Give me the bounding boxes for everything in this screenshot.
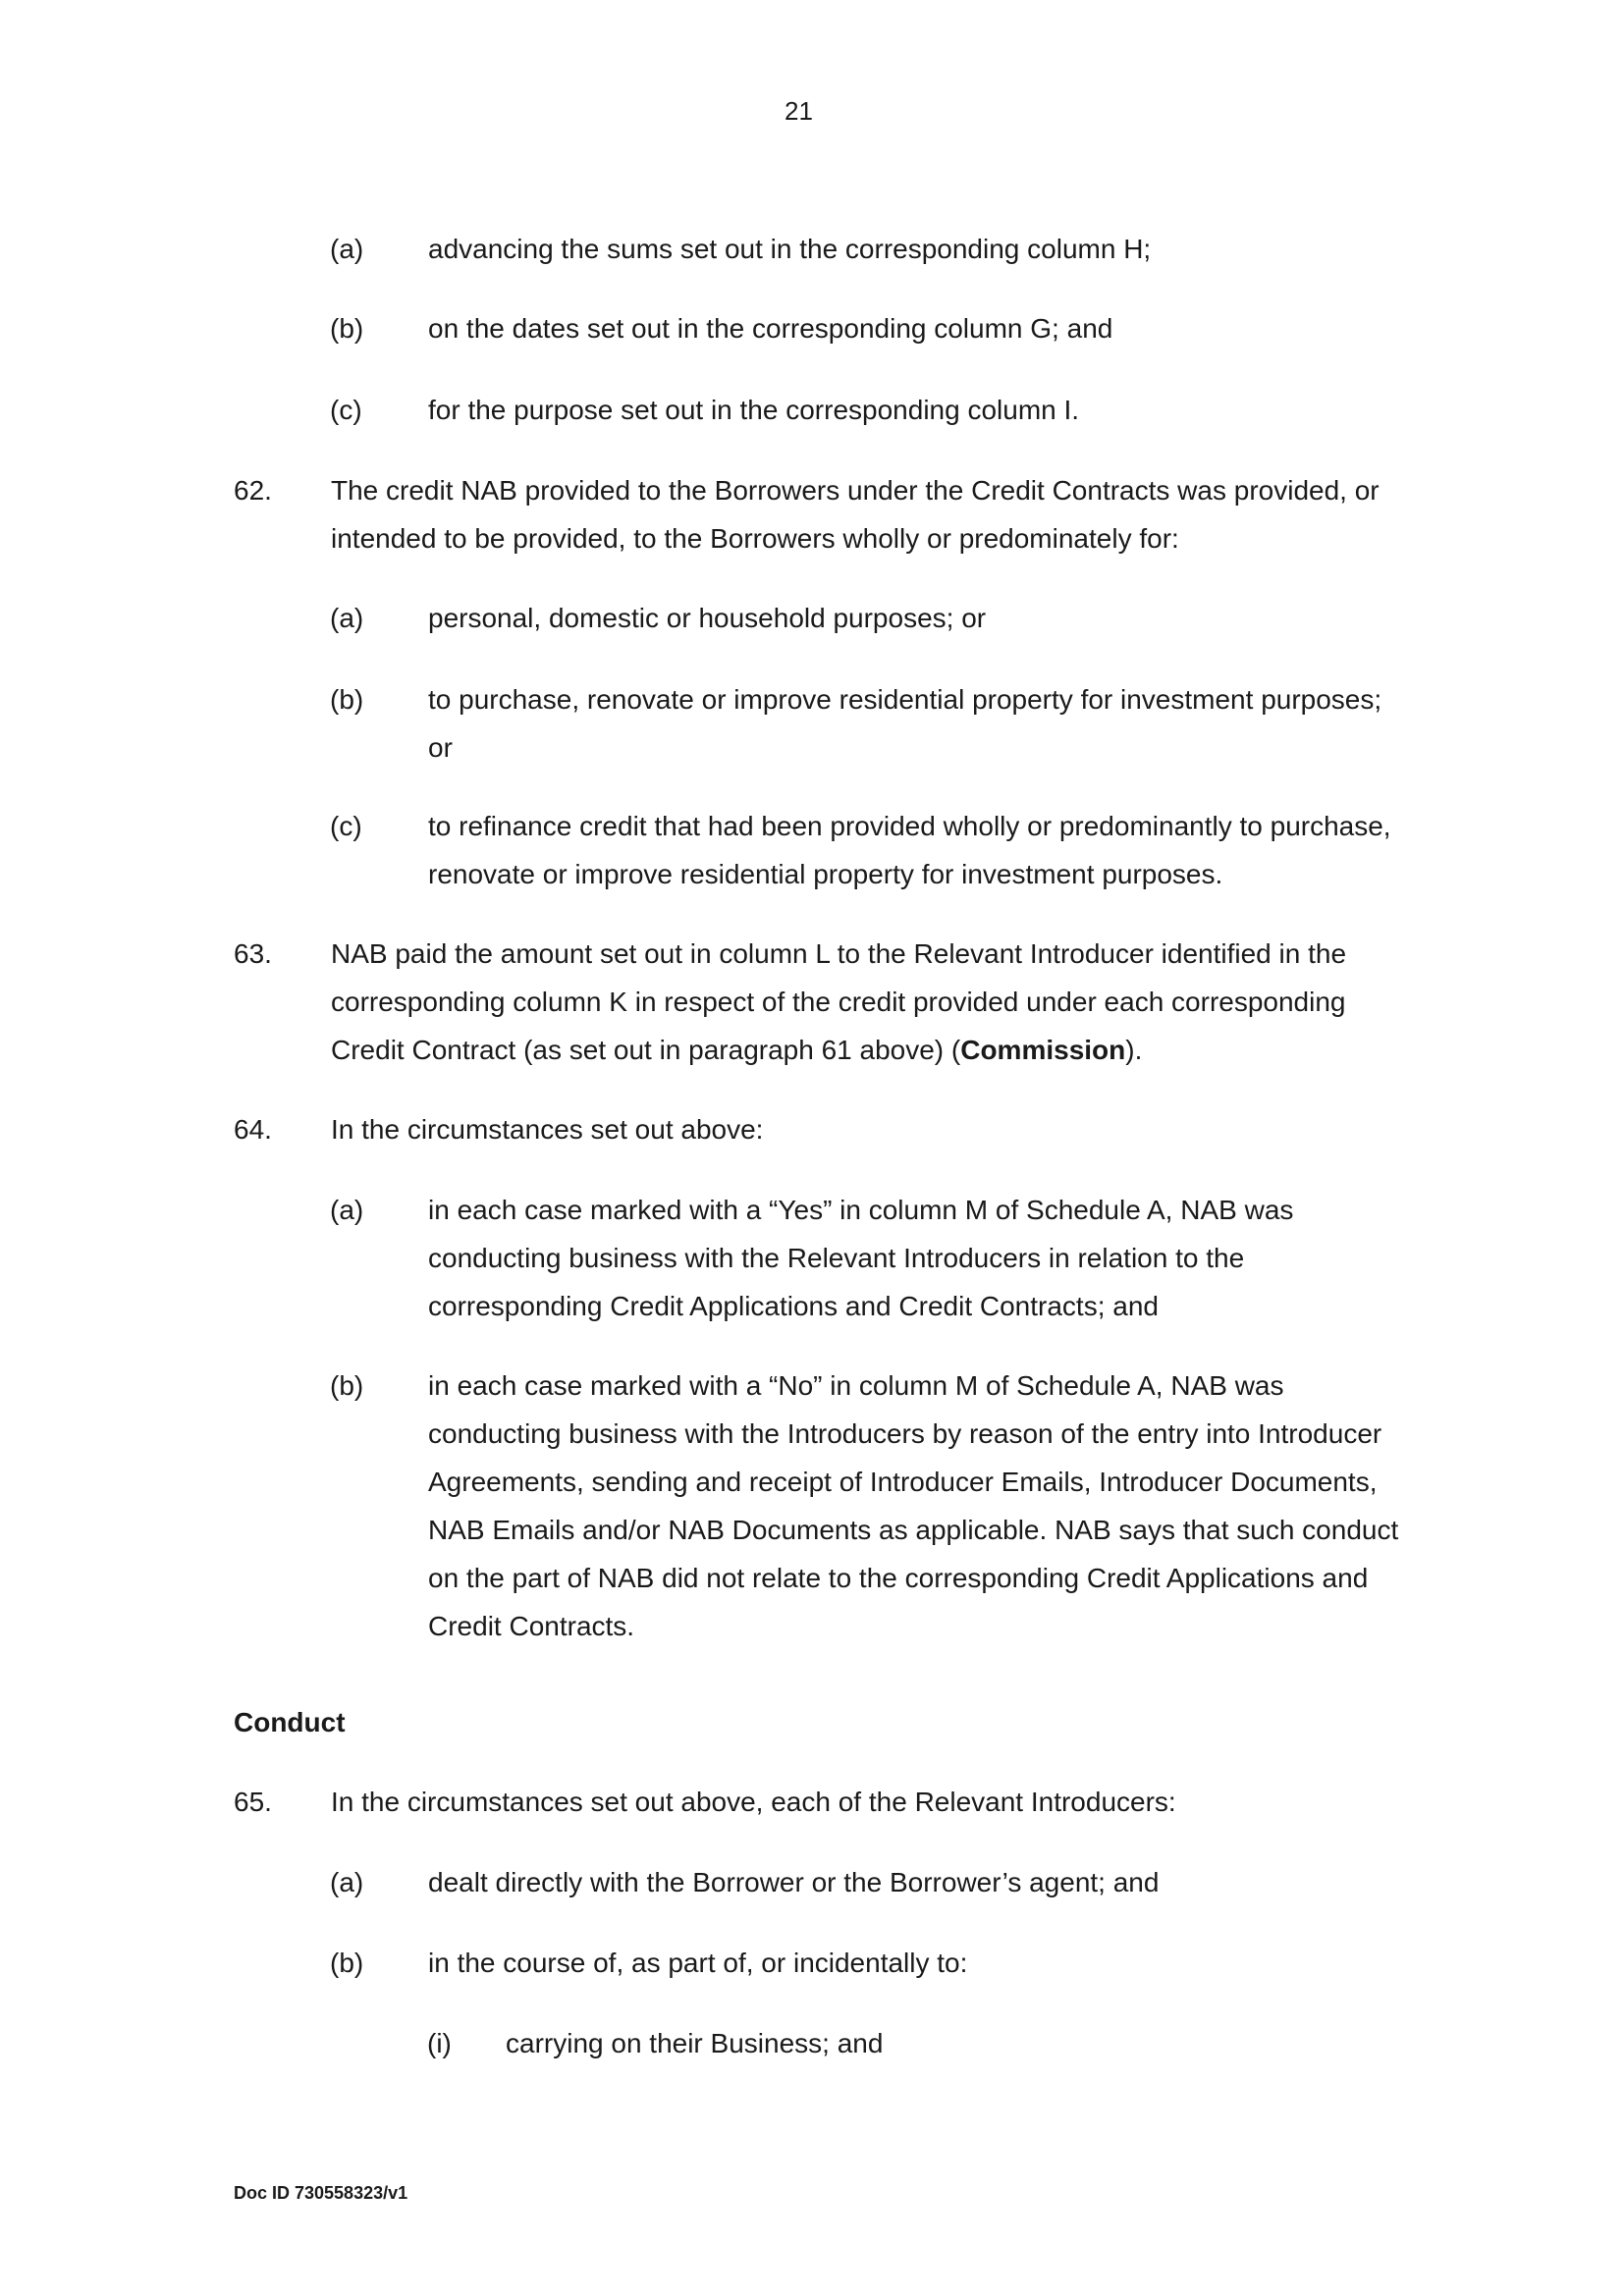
- item-text: for the purpose set out in the corresponding column I.: [428, 395, 1080, 425]
- paragraph-number: 63.: [234, 938, 272, 969]
- item-label: (a): [330, 234, 364, 264]
- item-label: (b): [330, 313, 364, 344]
- item-text: personal, domestic or household purposes; or: [428, 603, 987, 633]
- item-label: (b): [330, 1948, 364, 1978]
- item-label: (c): [330, 811, 362, 841]
- item-label: (a): [330, 1867, 364, 1897]
- paragraph-text-end: ).: [1125, 1035, 1143, 1065]
- paragraph-number: 64.: [234, 1114, 272, 1145]
- item-text: carrying on their Business; and: [506, 2028, 884, 2058]
- item-label: (c): [330, 395, 362, 425]
- paragraph-text: [331, 930, 1411, 1074]
- item-label: (i): [427, 2028, 452, 2058]
- paragraph-text: In the circumstances set out above, each of the Relevant Introducers:: [331, 1787, 1176, 1817]
- section-heading: Conduct: [234, 1707, 346, 1737]
- item-label: (a): [330, 603, 364, 633]
- item-text: on the dates set out in the corresponding column G; and: [428, 313, 1113, 344]
- item-text: in each case marked with a “Yes” in column M of Schedule A, NAB was conducting business with the Relevant Introducers in relation to the corresponding Credit Applications and Credit Contracts; and: [428, 1195, 1294, 1321]
- item-text: in each case marked with a “No” in column M of Schedule A, NAB was conducting business with the Introducers by reason of the entry into Introducer Agreements, sending and receipt of Introducer Emails, Introducer Documents, NAB Emails and/or NAB Documents as applicable. NAB says that such conduct on the part of NAB did not relate to the corresponding Credit Applications and Credit Contracts.: [428, 1370, 1399, 1641]
- item-text: to refinance credit that had been provided wholly or predominantly to purchase, renovate or improve residential property for investment purposes.: [428, 811, 1391, 889]
- item-text: dealt directly with the Borrower or the Borrower’s agent; and: [428, 1867, 1160, 1897]
- defined-term: Commission: [960, 1035, 1126, 1065]
- item-label: (b): [330, 1370, 364, 1401]
- item-text: advancing the sums set out in the corresponding column H;: [428, 234, 1152, 264]
- doc-id-footer: Doc ID 730558323/v1: [234, 2183, 408, 2203]
- paragraph-text: In the circumstances set out above:: [331, 1114, 764, 1145]
- item-text: to purchase, renovate or improve residential property for investment purposes; or: [428, 684, 1382, 763]
- item-text: in the course of, as part of, or incidentally to:: [428, 1948, 968, 1978]
- paragraph-text-start: NAB paid the amount set out in column L to the Relevant Introducer identified in the corresponding column K in respect of the credit provided under each corresponding Credit Contract (as set out in paragraph 61 above) (: [331, 938, 1347, 1065]
- page-number: 21: [785, 96, 813, 126]
- paragraph-text: The credit NAB provided to the Borrowers under the Credit Contracts was provided, or intended to be provided, to the Borrowers wholly or predominately for:: [331, 475, 1380, 554]
- paragraph-number: 62.: [234, 475, 272, 506]
- item-label: (b): [330, 684, 364, 715]
- paragraph-number: 65.: [234, 1787, 272, 1817]
- item-label: (a): [330, 1195, 364, 1225]
